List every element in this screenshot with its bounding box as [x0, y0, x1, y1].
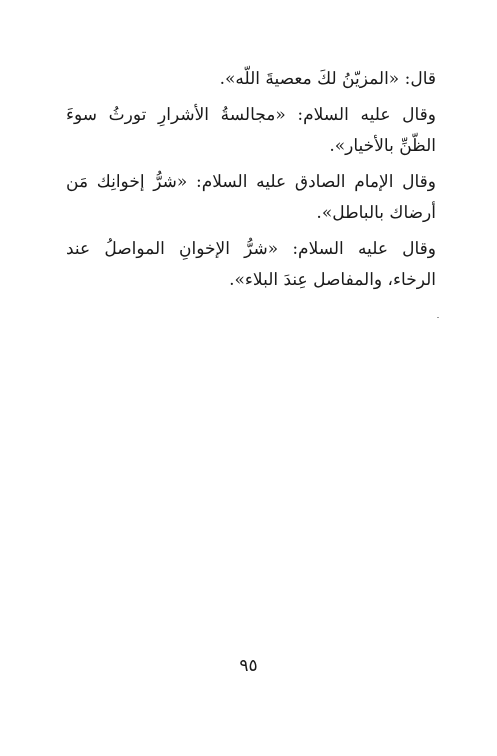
paragraph-1: قال: «المزيّنُ لكَ معصيةَ اللّه».	[219, 69, 436, 89]
scan-speck	[437, 317, 439, 318]
paragraph-2: وقال عليه السلام: «مجالسةُ الأشرارِ تورثُ سوءَ الظّنِّ بالأخيار».	[66, 105, 436, 156]
page-number: ٩٥	[239, 656, 258, 676]
paragraph-4: وقال عليه السلام: «شرُّ الإخوانِ المواصلُ عند الرخاء، والمفاصل عِندَ البلاء».	[66, 239, 436, 290]
body-text	[66, 64, 436, 301]
paragraph-3: وقال الإمام الصادق عليه السلام: «شرُّ إخوانِك مَن أرضاك بالباطل».	[66, 172, 436, 223]
